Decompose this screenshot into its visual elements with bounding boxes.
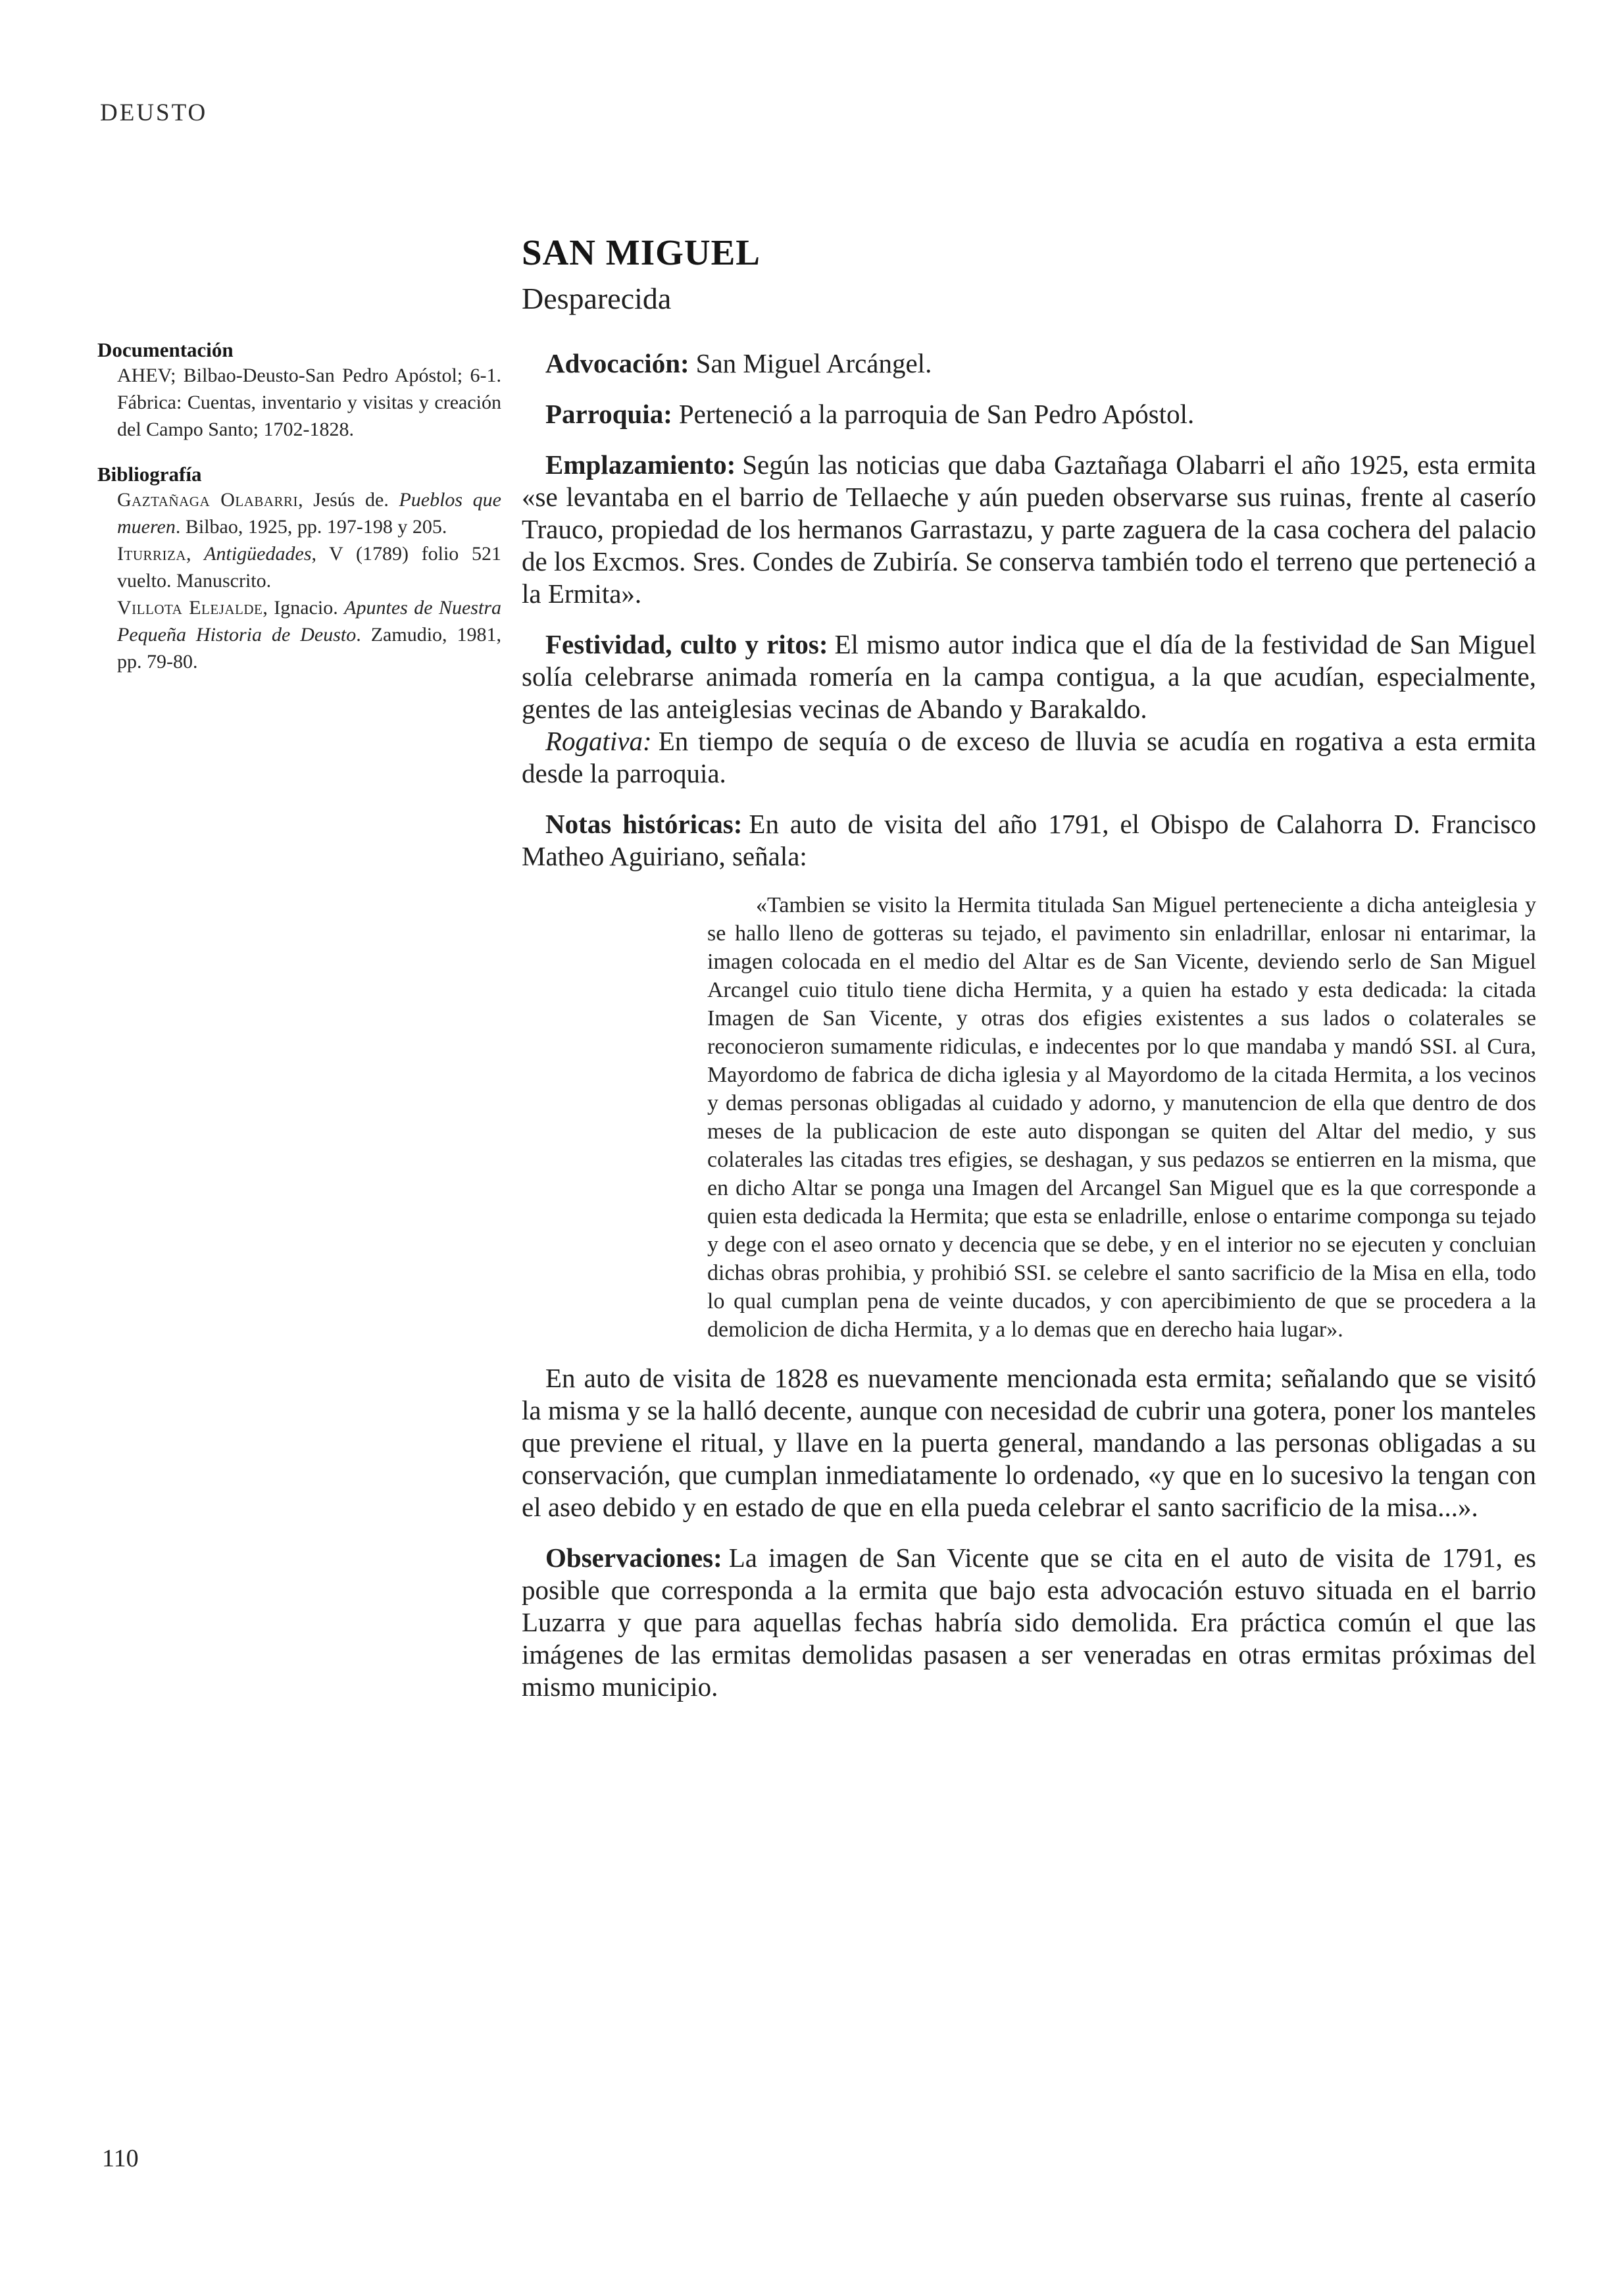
paragraph-rogativa: Rogativa: En tiempo de sequía o de exceso de lluvia se acudía en rogativa a esta ermita desde la parroquia. [522, 726, 1536, 788]
paragraph-parroquia-label: Parroquia: [545, 399, 672, 429]
paragraph-observaciones-label: Observaciones: [545, 1543, 722, 1573]
documentation-entry [117, 362, 501, 443]
paragraph-notas-historicas-label: Notas históricas: [545, 809, 743, 839]
text-run-italic: Antigüedades [204, 543, 312, 565]
text-run-smallcaps: Gaztañaga Olabarri [117, 489, 299, 511]
text-run-italic: Pueblos que mueren [117, 489, 501, 538]
main-paragraphs [522, 347, 1536, 1703]
page-number: 110 [102, 2145, 139, 2172]
bibliography-entry [117, 594, 501, 675]
page-title: SAN MIGUEL [522, 232, 761, 272]
paragraph-notas-historicas: Notas históricas: En auto de visita del año 1791, el Obispo de Calahorra D. Francisco Matheo Aguiriano, señala: [522, 809, 1536, 871]
bibliography-entry [117, 540, 501, 594]
title-block [522, 232, 761, 316]
documentation-section [97, 338, 501, 443]
sidebar [97, 338, 501, 675]
text-run: , Ignacio. [262, 597, 345, 619]
documentation-entries [97, 362, 501, 443]
text-run: , Jesús de. [298, 489, 399, 511]
paragraph-emplazamiento-label: Emplazamiento: [545, 449, 736, 480]
paragraph-quote-1791: «Tambien se visito la Hermita titulada San Miguel perteneciente a dicha anteiglesia y se hallo lleno de gotteras su tejado, el pavimento sin enladrillar, enlosar ni entarimar, la imagen colocada en el medio del Altar es de San Vicente, deviendo serlo de San Miguel Arcangel cuio titulo tiene dicha Hermita, y a quien ha estado y esta dedicada: la citada Imagen de San Vicente, y otras dos efigies existentes a sus lados o colaterales se reconocieron sumamente ridiculas, e indecentes por lo que mandaba y mandó SSI. al Cura, Mayordomo de fabrica de dicha iglesia y al Mayordomo de la citada Hermita, a los vecinos y demas personas obligadas al cuidado y adorno, y manutencion de ella que dentro de dos meses de la publicacion de este auto dispongan se quiten del Altar del medio, y sus colaterales las citadas tres efigies, se deshagan, y sus pedazos se entierren en la misma, que en dicho Altar se ponga una Imagen del Arcangel San Miguel que es la que corresponde a quien esta dedicada la Hermita; que esta se enladrille, enlose o entarime componga su tejado y dege con el aseo ornato y decencia que se debe, y en el interior no se ejecuten y concluian dichas obras prohibia, y prohibió SSI. se celebre el santo sacrificio de la Misa en ella, todo lo qual cumplan pena de veinte ducados, y con apercibimiento de que se procedera a la demolicion de dicha Hermita, y a lo demas que en derecho haia lugar». [707, 893, 1536, 1342]
paragraph-festividad: Festividad, culto y ritos: El mismo autor indica que el día de la festividad de San Miguel solía celebrarse animada romería en la campa contigua, a la que acudían, especialmente, gentes de las anteiglesias vecinas de Abando y Barakaldo. [522, 629, 1536, 724]
page-subtitle: Desparecida [522, 282, 672, 315]
paragraph-auto-1828: En auto de visita de 1828 es nuevamente mencionada esta ermita; señalando que se visitó la misma y se la halló decente, aunque con necesidad de cubrir una gotera, poner los manteles que previene el ritual, y llave en la puerta general, mandando a las personas obligadas a su conservación, que cumplan inmediatamente lo ordenado, «y que en lo sucesivo la tengan con el aseo debido y en estado de que en ella pueda celebrar el santo sacrificio de la misa...». [522, 1363, 1536, 1522]
documentation-heading: Documentación [97, 338, 234, 361]
text-run: . Bilbao, 1925, pp. 197-198 y 205. [175, 516, 447, 538]
text-run-smallcaps: Villota Elejalde [117, 597, 263, 619]
paragraph-festividad-label: Festividad, culto y ritos: [545, 629, 828, 659]
text-run: AHEV; Bilbao-Deusto-San Pedro Apóstol; 6-1. Fábrica: Cuentas, inventario y visitas y creación del Campo Santo; 1702-1828. [117, 365, 501, 440]
bibliography-entries [97, 486, 501, 675]
bibliography-heading: Bibliografía [97, 463, 202, 486]
text-run: , [186, 543, 205, 565]
text-run: , V (1789) folio 521 vuelto. Manuscrito. [117, 543, 501, 592]
paragraph-parroquia: Parroquia: Perteneció a la parroquia de San Pedro Apóstol. [545, 399, 1195, 429]
paragraph-advocacion: Advocación: San Miguel Arcángel. [545, 348, 932, 378]
paragraph-advocacion-label: Advocación: [545, 348, 689, 378]
text-run-smallcaps: Iturriza [117, 543, 186, 565]
running-header: DEUSTO [100, 99, 208, 126]
paragraph-emplazamiento: Emplazamiento: Según las noticias que daba Gaztañaga Olabarri el año 1925, esta ermita «se levantaba en el barrio de Tellaeche y aún pueden observarse sus ruinas, frente al caserío Trauco, propiedad de los hermanos Garrastazu, y parte zaguera de la casa cochera del palacio de los Excmos. Sres. Condes de Zubiría. Se conserva también todo el terreno que perteneció a la Ermita». [522, 449, 1536, 609]
paragraph-rogativa-label: Rogativa: [545, 726, 652, 756]
bibliography-section [97, 463, 501, 675]
bibliography-entry [117, 486, 501, 540]
paragraph-observaciones: Observaciones: La imagen de San Vicente que se cita en el auto de visita de 1791, es posible que corresponda a la ermita que bajo esta advocación estuvo situada en el barrio Luzarra y que para aquellas fechas habría sido demolida. Era práctica común el que las imágenes de las ermitas demolidas pasasen a ser veneradas en otras ermitas próximas del mismo municipio. [522, 1543, 1536, 1702]
text-run: . Zamudio, 1981, pp. 79-80. [117, 624, 502, 673]
text-run-italic: Apuntes de Nuestra Pequeña Historia de Deusto [117, 597, 501, 646]
